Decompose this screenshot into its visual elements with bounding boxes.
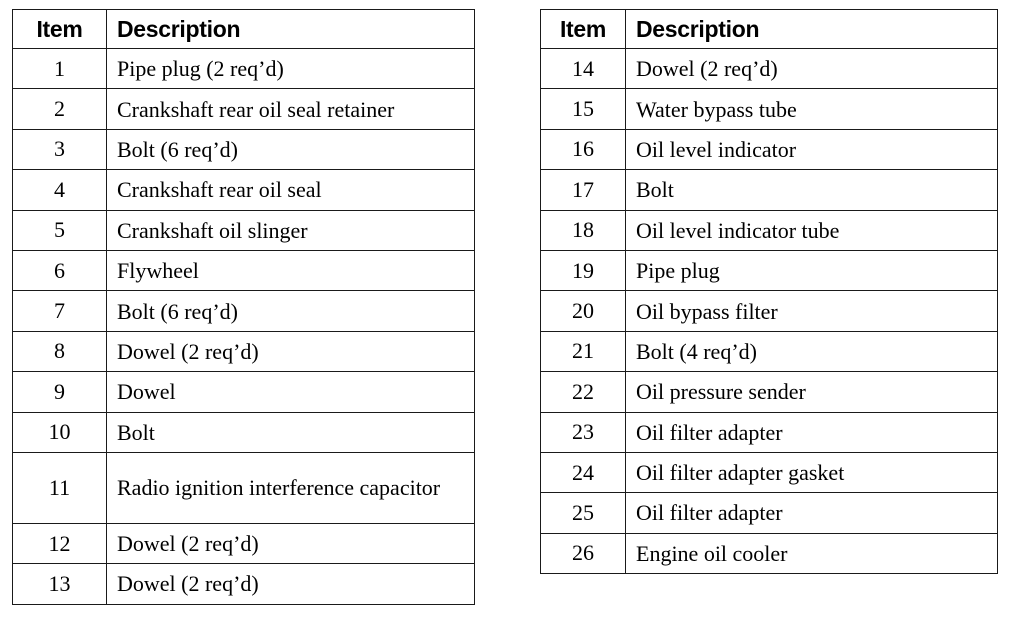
item-number: 1 bbox=[13, 49, 107, 89]
header-row bbox=[541, 10, 998, 49]
item-description: Dowel bbox=[107, 372, 475, 412]
item-description: Oil pressure sender bbox=[626, 372, 998, 412]
item-number: 2 bbox=[13, 89, 107, 129]
item-description: Bolt (6 req’d) bbox=[107, 291, 475, 331]
item-number: 22 bbox=[541, 372, 626, 412]
table-row bbox=[541, 250, 998, 290]
item-description: Dowel (2 req’d) bbox=[107, 564, 475, 604]
parts-table-right bbox=[540, 9, 998, 574]
table-row bbox=[541, 129, 998, 169]
table-row bbox=[541, 210, 998, 250]
parts-table-left bbox=[12, 9, 475, 605]
item-header: Item bbox=[541, 10, 626, 49]
item-description: Oil bypass filter bbox=[626, 291, 998, 331]
table-row bbox=[541, 452, 998, 492]
item-description: Bolt (6 req’d) bbox=[107, 129, 475, 169]
item-number: 25 bbox=[541, 493, 626, 533]
table-row bbox=[13, 331, 475, 371]
item-description: Oil filter adapter gasket bbox=[626, 452, 998, 492]
table-row bbox=[541, 49, 998, 89]
item-number: 23 bbox=[541, 412, 626, 452]
item-description: Radio ignition interference capacitor bbox=[107, 452, 475, 523]
table-row bbox=[13, 89, 475, 129]
item-number: 18 bbox=[541, 210, 626, 250]
item-description: Crankshaft rear oil seal bbox=[107, 170, 475, 210]
description-header: Description bbox=[626, 10, 998, 49]
item-number: 10 bbox=[13, 412, 107, 452]
table-row bbox=[541, 291, 998, 331]
item-number: 14 bbox=[541, 49, 626, 89]
table-row bbox=[13, 291, 475, 331]
item-description: Oil filter adapter bbox=[626, 493, 998, 533]
table-row bbox=[541, 89, 998, 129]
item-description: Dowel (2 req’d) bbox=[626, 49, 998, 89]
item-number: 6 bbox=[13, 250, 107, 290]
item-number: 16 bbox=[541, 129, 626, 169]
item-header: Item bbox=[13, 10, 107, 49]
item-description: Pipe plug (2 req’d) bbox=[107, 49, 475, 89]
item-number: 26 bbox=[541, 533, 626, 573]
table-row bbox=[13, 250, 475, 290]
table-row bbox=[541, 493, 998, 533]
item-number: 8 bbox=[13, 331, 107, 371]
item-description: Bolt bbox=[107, 412, 475, 452]
item-description: Pipe plug bbox=[626, 250, 998, 290]
item-description: Water bypass tube bbox=[626, 89, 998, 129]
table-row bbox=[13, 372, 475, 412]
item-number: 19 bbox=[541, 250, 626, 290]
table-row bbox=[13, 564, 475, 604]
table-row bbox=[13, 412, 475, 452]
item-number: 21 bbox=[541, 331, 626, 371]
item-number: 24 bbox=[541, 452, 626, 492]
description-header: Description bbox=[107, 10, 475, 49]
item-number: 4 bbox=[13, 170, 107, 210]
table-row bbox=[13, 49, 475, 89]
table-row bbox=[541, 372, 998, 412]
item-number: 9 bbox=[13, 372, 107, 412]
header-row bbox=[13, 10, 475, 49]
item-description: Dowel (2 req’d) bbox=[107, 331, 475, 371]
item-number: 12 bbox=[13, 523, 107, 563]
table-row bbox=[13, 452, 475, 523]
item-number: 5 bbox=[13, 210, 107, 250]
item-description: Oil filter adapter bbox=[626, 412, 998, 452]
item-number: 17 bbox=[541, 170, 626, 210]
item-number: 20 bbox=[541, 291, 626, 331]
item-description: Crankshaft oil slinger bbox=[107, 210, 475, 250]
table-row bbox=[541, 331, 998, 371]
item-number: 7 bbox=[13, 291, 107, 331]
table-row bbox=[541, 170, 998, 210]
item-description: Oil level indicator tube bbox=[626, 210, 998, 250]
table-row bbox=[13, 523, 475, 563]
item-description: Crankshaft rear oil seal retainer bbox=[107, 89, 475, 129]
item-description: Flywheel bbox=[107, 250, 475, 290]
item-description: Bolt (4 req’d) bbox=[626, 331, 998, 371]
item-description: Bolt bbox=[626, 170, 998, 210]
item-number: 15 bbox=[541, 89, 626, 129]
item-number: 13 bbox=[13, 564, 107, 604]
item-number: 11 bbox=[13, 452, 107, 523]
item-description: Oil level indicator bbox=[626, 129, 998, 169]
table-row bbox=[13, 129, 475, 169]
item-description: Dowel (2 req’d) bbox=[107, 523, 475, 563]
table-row bbox=[541, 533, 998, 573]
table-row bbox=[13, 210, 475, 250]
table-row bbox=[541, 412, 998, 452]
item-number: 3 bbox=[13, 129, 107, 169]
item-description: Engine oil cooler bbox=[626, 533, 998, 573]
table-row bbox=[13, 170, 475, 210]
